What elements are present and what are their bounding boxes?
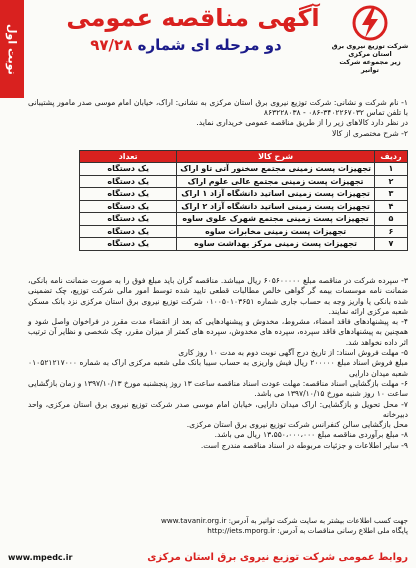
lightning-logo-icon <box>350 4 390 42</box>
col-header-quantity: تعداد <box>80 151 177 163</box>
col-header-description: شرح کالا <box>177 151 375 163</box>
table-row <box>80 238 408 251</box>
clause-opening-place: محل بازگشایی سالن کنفرانس شرکت توزیع نیروی برق استان مرکزی. <box>186 420 408 430</box>
item-description: تجهیزات پست زمینی اساتید دانشگاه آزاد ۲ اراک <box>177 200 375 213</box>
col-header-row-number: ردیف <box>375 151 408 163</box>
table-row <box>80 225 408 238</box>
item-quantity: یک دستگاه <box>80 213 177 226</box>
item-description: تجهیزات پست زمینی مخابرات ساوه <box>177 225 375 238</box>
item-description: تجهیزات پست زمینی مرکز بهداشت ساوه <box>177 238 375 251</box>
company-logo <box>330 4 410 74</box>
notice-title: آگهی مناقصه عمومی <box>66 4 320 32</box>
clause-estimate: ۸- مبلغ برآوردی مناقصه مبلغ ۱۳،۵۵۰،۰۰۰،۰۰۰ ریال می باشد. <box>214 430 408 440</box>
table-row <box>80 188 408 201</box>
item-description: تجهیزات پست زمینی مجتمع عالی علوم اراک <box>177 175 375 188</box>
public-relations-signature: روابط عمومی شرکت توزیع نیروی برق استان مرکزی <box>147 551 408 563</box>
iets-link[interactable]: پایگاه ملی اطلاع رسانی مناقصات به آدرس: http://iets.mporg.ir <box>207 526 408 535</box>
logo-line-2: زیر مجموعه شرکت توانیر <box>339 58 401 74</box>
clause-rejection: ۴- به پیشنهادهای فاقد امضاء، مشروط، مخدوش و پیشنهادهایی که بعد از انقضاء مدت مقرر در فراخوان واصل شود و همچنین به پیشنهادهای فاقد سپرده، سپرده های مخدوش، سپرده های کمتر از میزان مقرر، چک شخصی و نظایر آن ترتیب اثر داده نخواهد شد. <box>28 317 408 347</box>
item-quantity: یک دستگاه <box>80 175 177 188</box>
item-quantity: یک دستگاه <box>80 188 177 201</box>
items-table <box>79 150 408 251</box>
item-description: تجهیزات پست زمینی اساتید دانشگاه آزاد ۱ اراک <box>177 188 375 201</box>
item-quantity: یک دستگاه <box>80 238 177 251</box>
clause-other-info: ۹- سایر اطلاعات و جزئیات مربوطه در اسناد مناقصه مندرج است. <box>200 440 408 450</box>
footer-bar <box>0 546 416 568</box>
tender-number: ۹۷/۲۸ <box>90 36 133 54</box>
item-description: تجهیزات پست زمینی مجتمع شهرک علوی ساوه <box>177 213 375 226</box>
subtitle-prefix: دو مرحله ای شماره <box>137 36 282 54</box>
intro-text <box>28 98 408 139</box>
table-row <box>80 200 408 213</box>
info-links <box>28 516 408 536</box>
row-number: ۱ <box>375 163 408 176</box>
conditions-text <box>28 276 408 451</box>
table-row <box>80 213 408 226</box>
row-number: ۲ <box>375 175 408 188</box>
logo-line-1: شرکت توزیع نیروی برق استان مرکزی <box>331 42 409 58</box>
table-row <box>80 175 408 188</box>
item-quantity: یک دستگاه <box>80 163 177 176</box>
notice-subtitle <box>56 34 316 56</box>
company-website-link[interactable]: www.mpedc.ir <box>8 552 73 562</box>
table-row <box>80 163 408 176</box>
table-header-row <box>80 151 408 163</box>
clause-delivery-place: ۷- محل تحویل و بازگشایی: اراک میدان دارایی، خیابان امام موسی صدر شرکت توزیع نیروی برق استان مرکزی، واحد دبیرخانه <box>28 399 408 419</box>
row-number: ۷ <box>375 238 408 251</box>
row-number: ۳ <box>375 188 408 201</box>
row-number: ۶ <box>375 225 408 238</box>
intro-line: ۱- نام شرکت و نشانی: شرکت توزیع نیروی برق استان مرکزی به نشانی: اراک، خیابان امام موسی صدر مامور پشتیبانی با تلفن تماس ۳۴۰۲۲۶۷۰۳۲-۰۸۶ - ۸۶۳۲۲۸۰۳۸ <box>28 98 408 118</box>
row-number: ۴ <box>375 200 408 213</box>
item-quantity: یک دستگاه <box>80 200 177 213</box>
row-number: ۵ <box>375 213 408 226</box>
item-quantity: یک دستگاه <box>80 225 177 238</box>
intro-line: ۲- شرح مختصری از کالا <box>332 128 408 138</box>
item-description: تجهیزات پست زمینی مجتمع سخنور آتی تاو اراک <box>177 163 375 176</box>
intro-line: در نظر دارد کالاهای زیر را از طریق مناقصه عمومی خریداری نماید. <box>196 118 408 128</box>
clause-document-price: مبلغ فروش اسناد مبلغ ۲۰۰۰۰۰ ریال فیش واریزی به حساب سیبا بانک ملی شعبه مرکزی اراک به شماره ۰۱۰۵۲۱۲۱۷۰۰۰ شعبه میدان دارایی <box>28 358 408 378</box>
tavanir-link[interactable]: جهت کسب اطلاعات بیشتر به سایت شرکت توانیر به آدرس: www.tavanir.org.ir <box>161 516 408 525</box>
clause-opening-date: ۶- مهلت بازگشایی اسناد مناقصه: مهلت عودت اسناد مناقصه ساعت ۱۳ روز پنجشنبه مورخ ۱۳۹۷/۱۰/۱۳ و زمان بازگشایی ساعت ۱۰ روز شنبه مورخ ۱۳۹۷/۱۰/۱۵ می باشد. <box>28 378 408 399</box>
clause-deposit: ۳- سپرده شرکت در مناقصه مبلغ ۶۰۵۶۰۰۰۰۰ ریال میباشد. مناقصه گران باید مبلغ فوق را به صورت ضمانت نامه بانکی، ضمانت نامه موسسات بیمه گر گواهی خالص مطالبات قطعی تایید شده توسط امور مالی شرکت توزیع، چک تضمینی شده بانکی یا واریز وجه به حساب جاری شماره ۰۱۰۰۵۰۱۰۳۶۵۱ شرکت توزیع نیروی برق استان مرکزی نزد بانک مسکن شعبه مرکزی ارائه نمایند. <box>28 276 409 316</box>
clause-sale-deadline: ۵- مهلت فروش اسناد: از تاریخ درج آگهی نوبت دوم به مدت ۱۰ روز کاری <box>178 348 408 358</box>
first-edition-ribbon: نوبت اول <box>0 0 24 98</box>
